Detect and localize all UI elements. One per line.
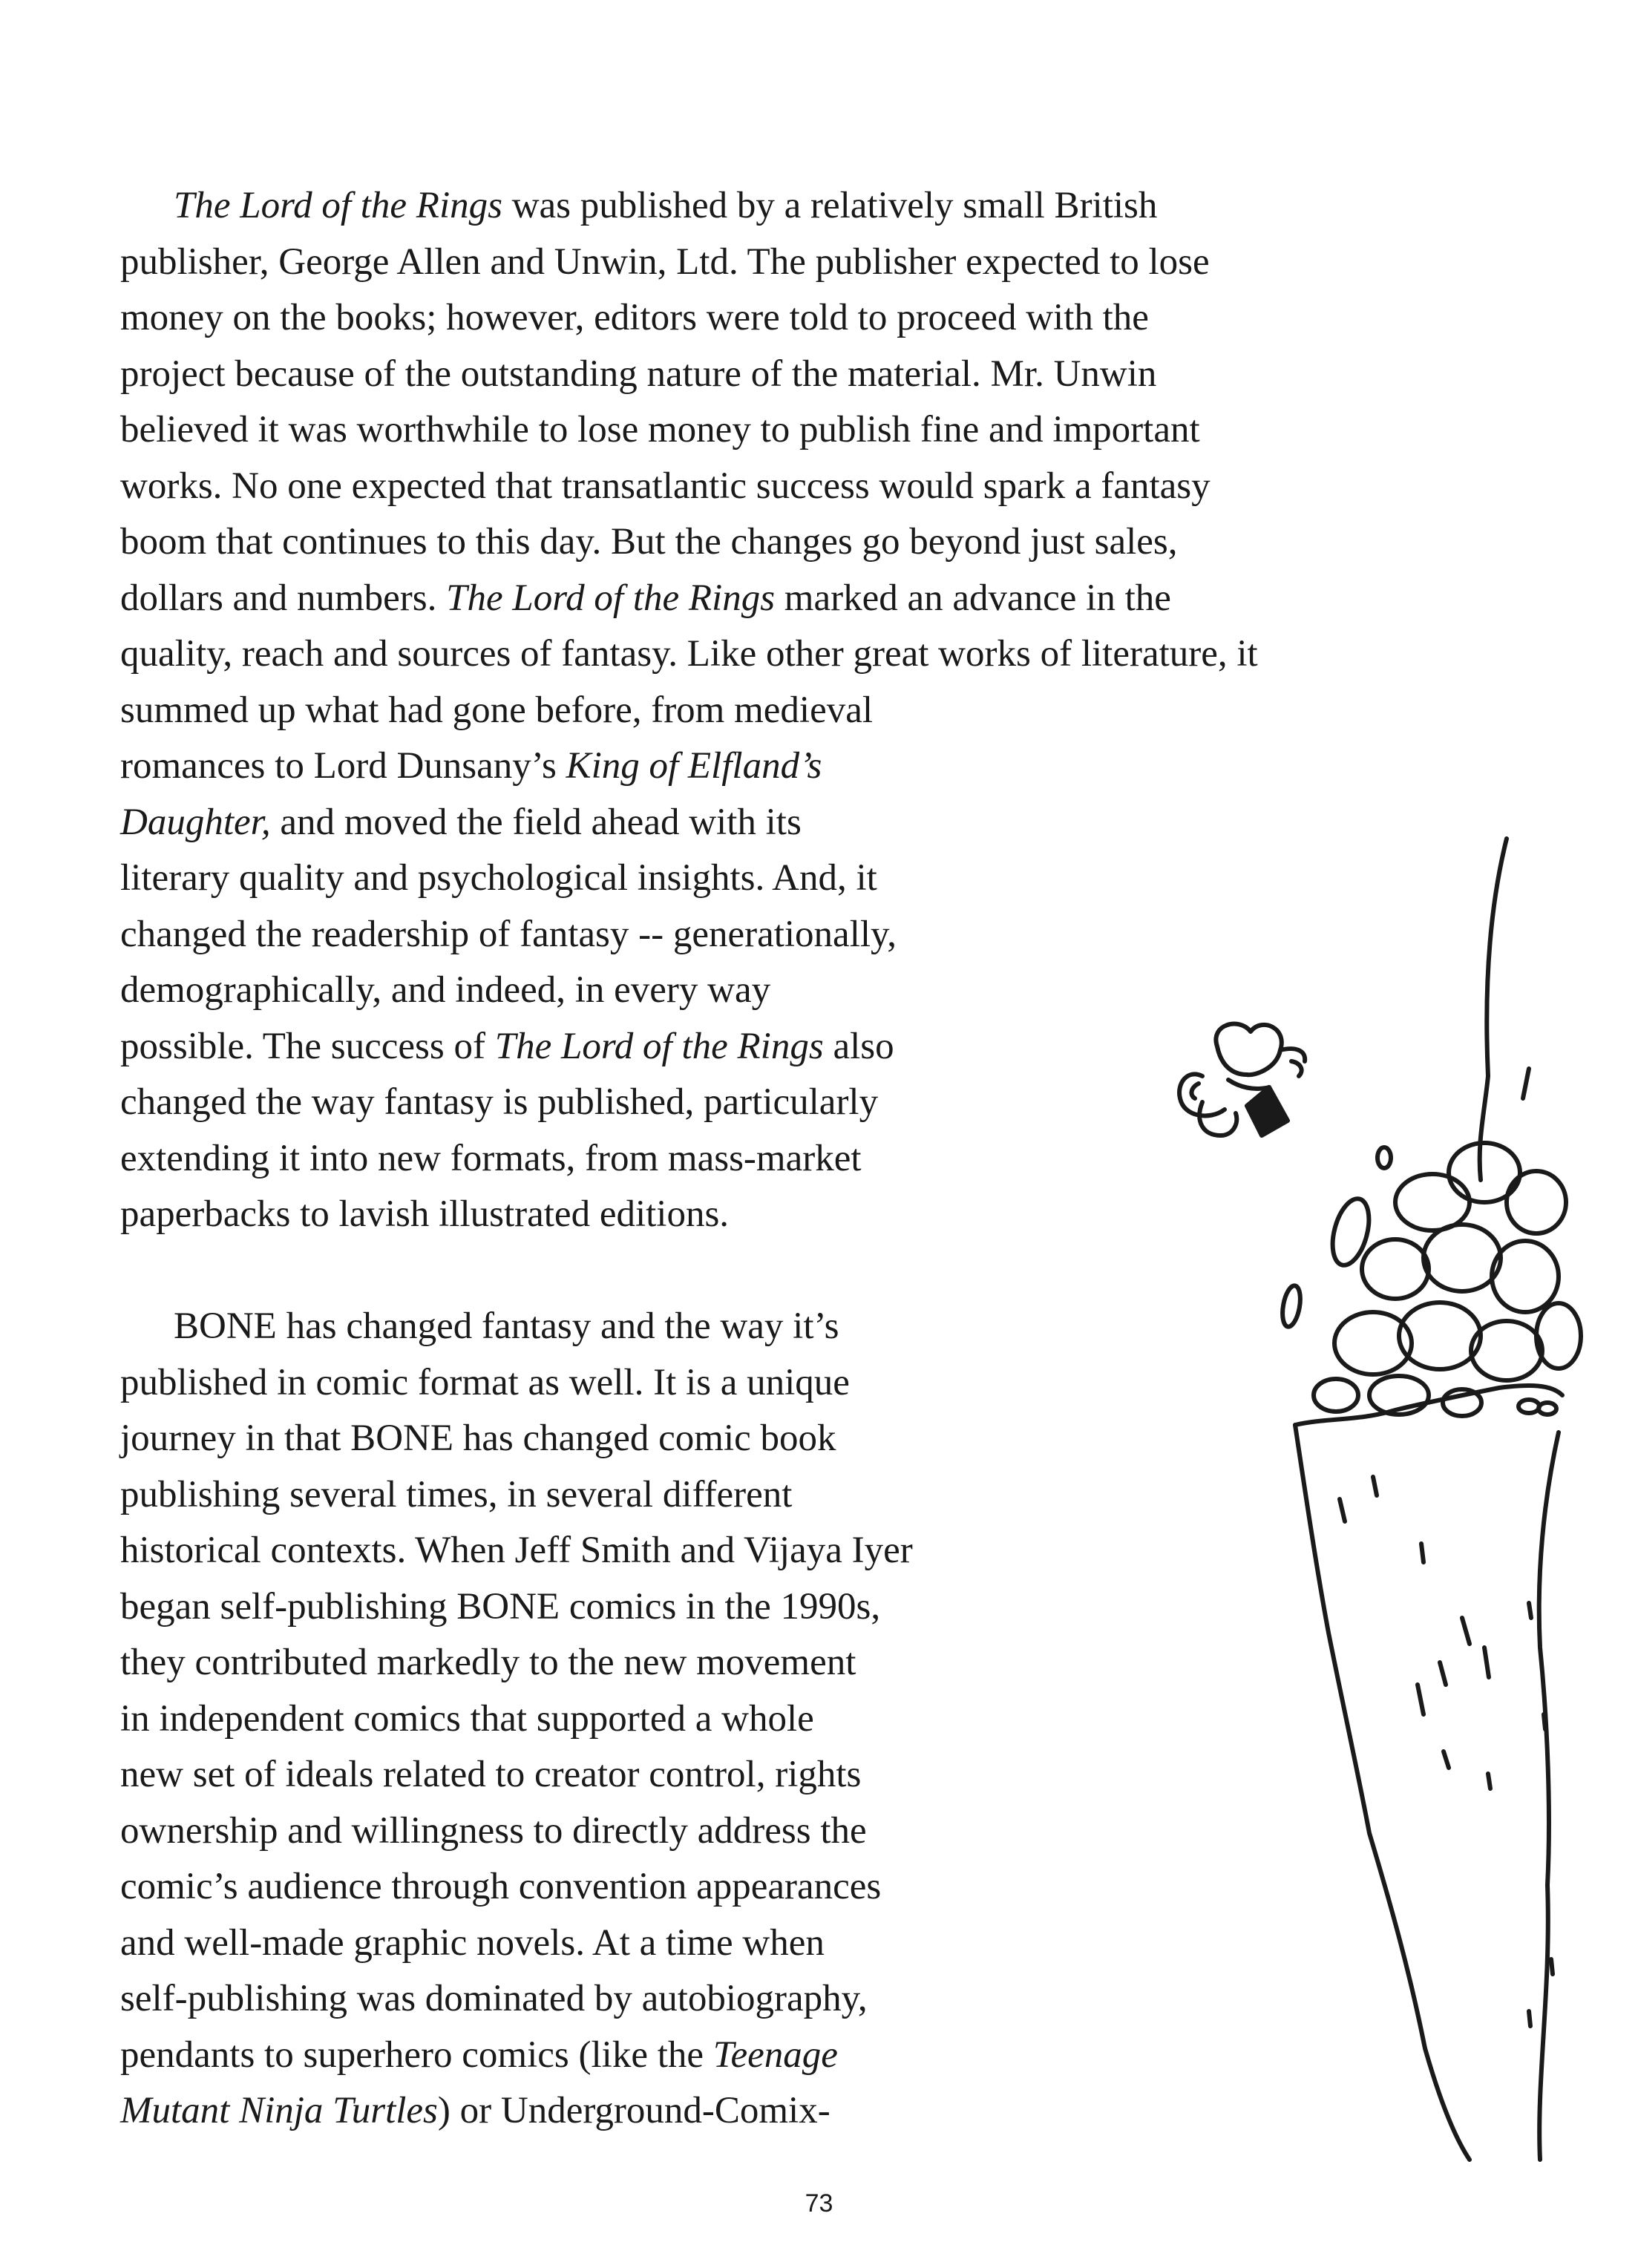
text-line: in independent comics that supported a whole xyxy=(120,1697,814,1740)
cliff-illustration xyxy=(1113,831,1588,2189)
rock xyxy=(1536,1303,1581,1369)
text-line: they contributed markedly to the new movement xyxy=(120,1642,856,1683)
rock xyxy=(1362,1239,1429,1299)
rock xyxy=(1424,1225,1501,1291)
text-line: demographically, and indeed, in every way xyxy=(120,969,771,1011)
text-line: possible. The success of The Lord of the Rings also xyxy=(120,1025,894,1067)
book-title: Teenage xyxy=(712,2033,838,2076)
text-line: The Lord of the Rings was published by a relatively small British xyxy=(174,185,1158,226)
cliff-right-edge xyxy=(1480,839,1507,1180)
text-line: extending it into new formats, from mass-market xyxy=(120,1137,862,1179)
book-title: The Lord of the Rings xyxy=(174,185,502,226)
rock xyxy=(1492,1241,1559,1312)
rock xyxy=(1539,1403,1556,1415)
text-line: published in comic format as well. It is a unique xyxy=(120,1361,850,1403)
text-line: comic’s audience through convention appearances xyxy=(120,1866,882,1907)
book-title: Daughter, xyxy=(120,801,271,843)
text-line: Mutant Ninja Turtles) or Underground-Comix- xyxy=(120,2090,831,2131)
book-title: The Lord of the Rings xyxy=(494,1025,824,1067)
rock xyxy=(1507,1171,1566,1233)
text-line: ownership and willingness to directly address the xyxy=(120,1809,867,1852)
falling-character xyxy=(1179,1024,1305,1135)
text-line: quality, reach and sources of fantasy. Like other great works of literature, it xyxy=(120,633,1258,675)
text-line: romances to Lord Dunsany’s King of Elfland’s xyxy=(120,745,822,787)
text-line: project because of the outstanding nature of the material. Mr. Unwin xyxy=(120,353,1157,395)
text-line: changed the readership of fantasy -- generationally, xyxy=(120,913,897,955)
falling-rock xyxy=(1326,1195,1375,1269)
text-line: Daughter, and moved the field ahead with its xyxy=(120,801,802,843)
text-line: publisher, George Allen and Unwin, Ltd. The publisher expected to lose xyxy=(120,240,1210,283)
text-line: literary quality and psychological insights. And, it xyxy=(120,857,877,899)
rock xyxy=(1395,1174,1470,1230)
cliff-mid-crack xyxy=(1523,1069,1529,1098)
text-line: journey in that BONE has changed comic book xyxy=(120,1418,836,1459)
text-line: summed up what had gone before, from medieval xyxy=(120,689,874,731)
rock xyxy=(1519,1400,1539,1413)
cliff-face xyxy=(1295,1425,1470,2160)
text-line: began self-publishing BONE comics in the 1990s, xyxy=(120,1585,881,1628)
text-line: dollars and numbers. The Lord of the Rings marked an advance in the xyxy=(120,577,1171,619)
rock xyxy=(1314,1379,1358,1412)
falling-rock xyxy=(1280,1285,1303,1328)
text-line: pendants to superhero comics (like the Teenage xyxy=(120,2033,838,2076)
page-number: 73 xyxy=(805,2189,833,2218)
book-title: King of Elfland’s xyxy=(566,745,822,787)
text-line: historical contexts. When Jeff Smith and Vijaya Iyer xyxy=(120,1530,913,1571)
text-line: changed the way fantasy is published, particularly xyxy=(120,1081,879,1123)
rock xyxy=(1471,1321,1542,1380)
book-title: The Lord of the Rings xyxy=(446,577,776,619)
text-line: paperbacks to lavish illustrated editions. xyxy=(120,1193,730,1235)
text-line: self-publishing was dominated by autobiography, xyxy=(120,1978,868,2019)
text-line: believed it was worthwhile to lose money to publish fine and important xyxy=(120,409,1200,450)
text-line: new set of ideals related to creator control, rights xyxy=(120,1754,862,1795)
text-line: boom that continues to this day. But the changes go beyond just sales, xyxy=(120,521,1178,563)
book-title: Mutant Ninja Turtles xyxy=(120,2090,438,2131)
cliff-right-edge-lower xyxy=(1539,1432,1559,2160)
text-line: and well-made graphic novels. At a time when xyxy=(120,1921,825,1964)
text-line: works. No one expected that transatlantic success would spark a fantasy xyxy=(120,465,1211,507)
falling-rock xyxy=(1377,1147,1391,1168)
text-line: money on the books; however, editors were told to proceed with the xyxy=(120,297,1149,338)
text-line: BONE has changed fantasy and the way it’s xyxy=(174,1305,839,1347)
text-line: publishing several times, in several different xyxy=(120,1473,793,1515)
